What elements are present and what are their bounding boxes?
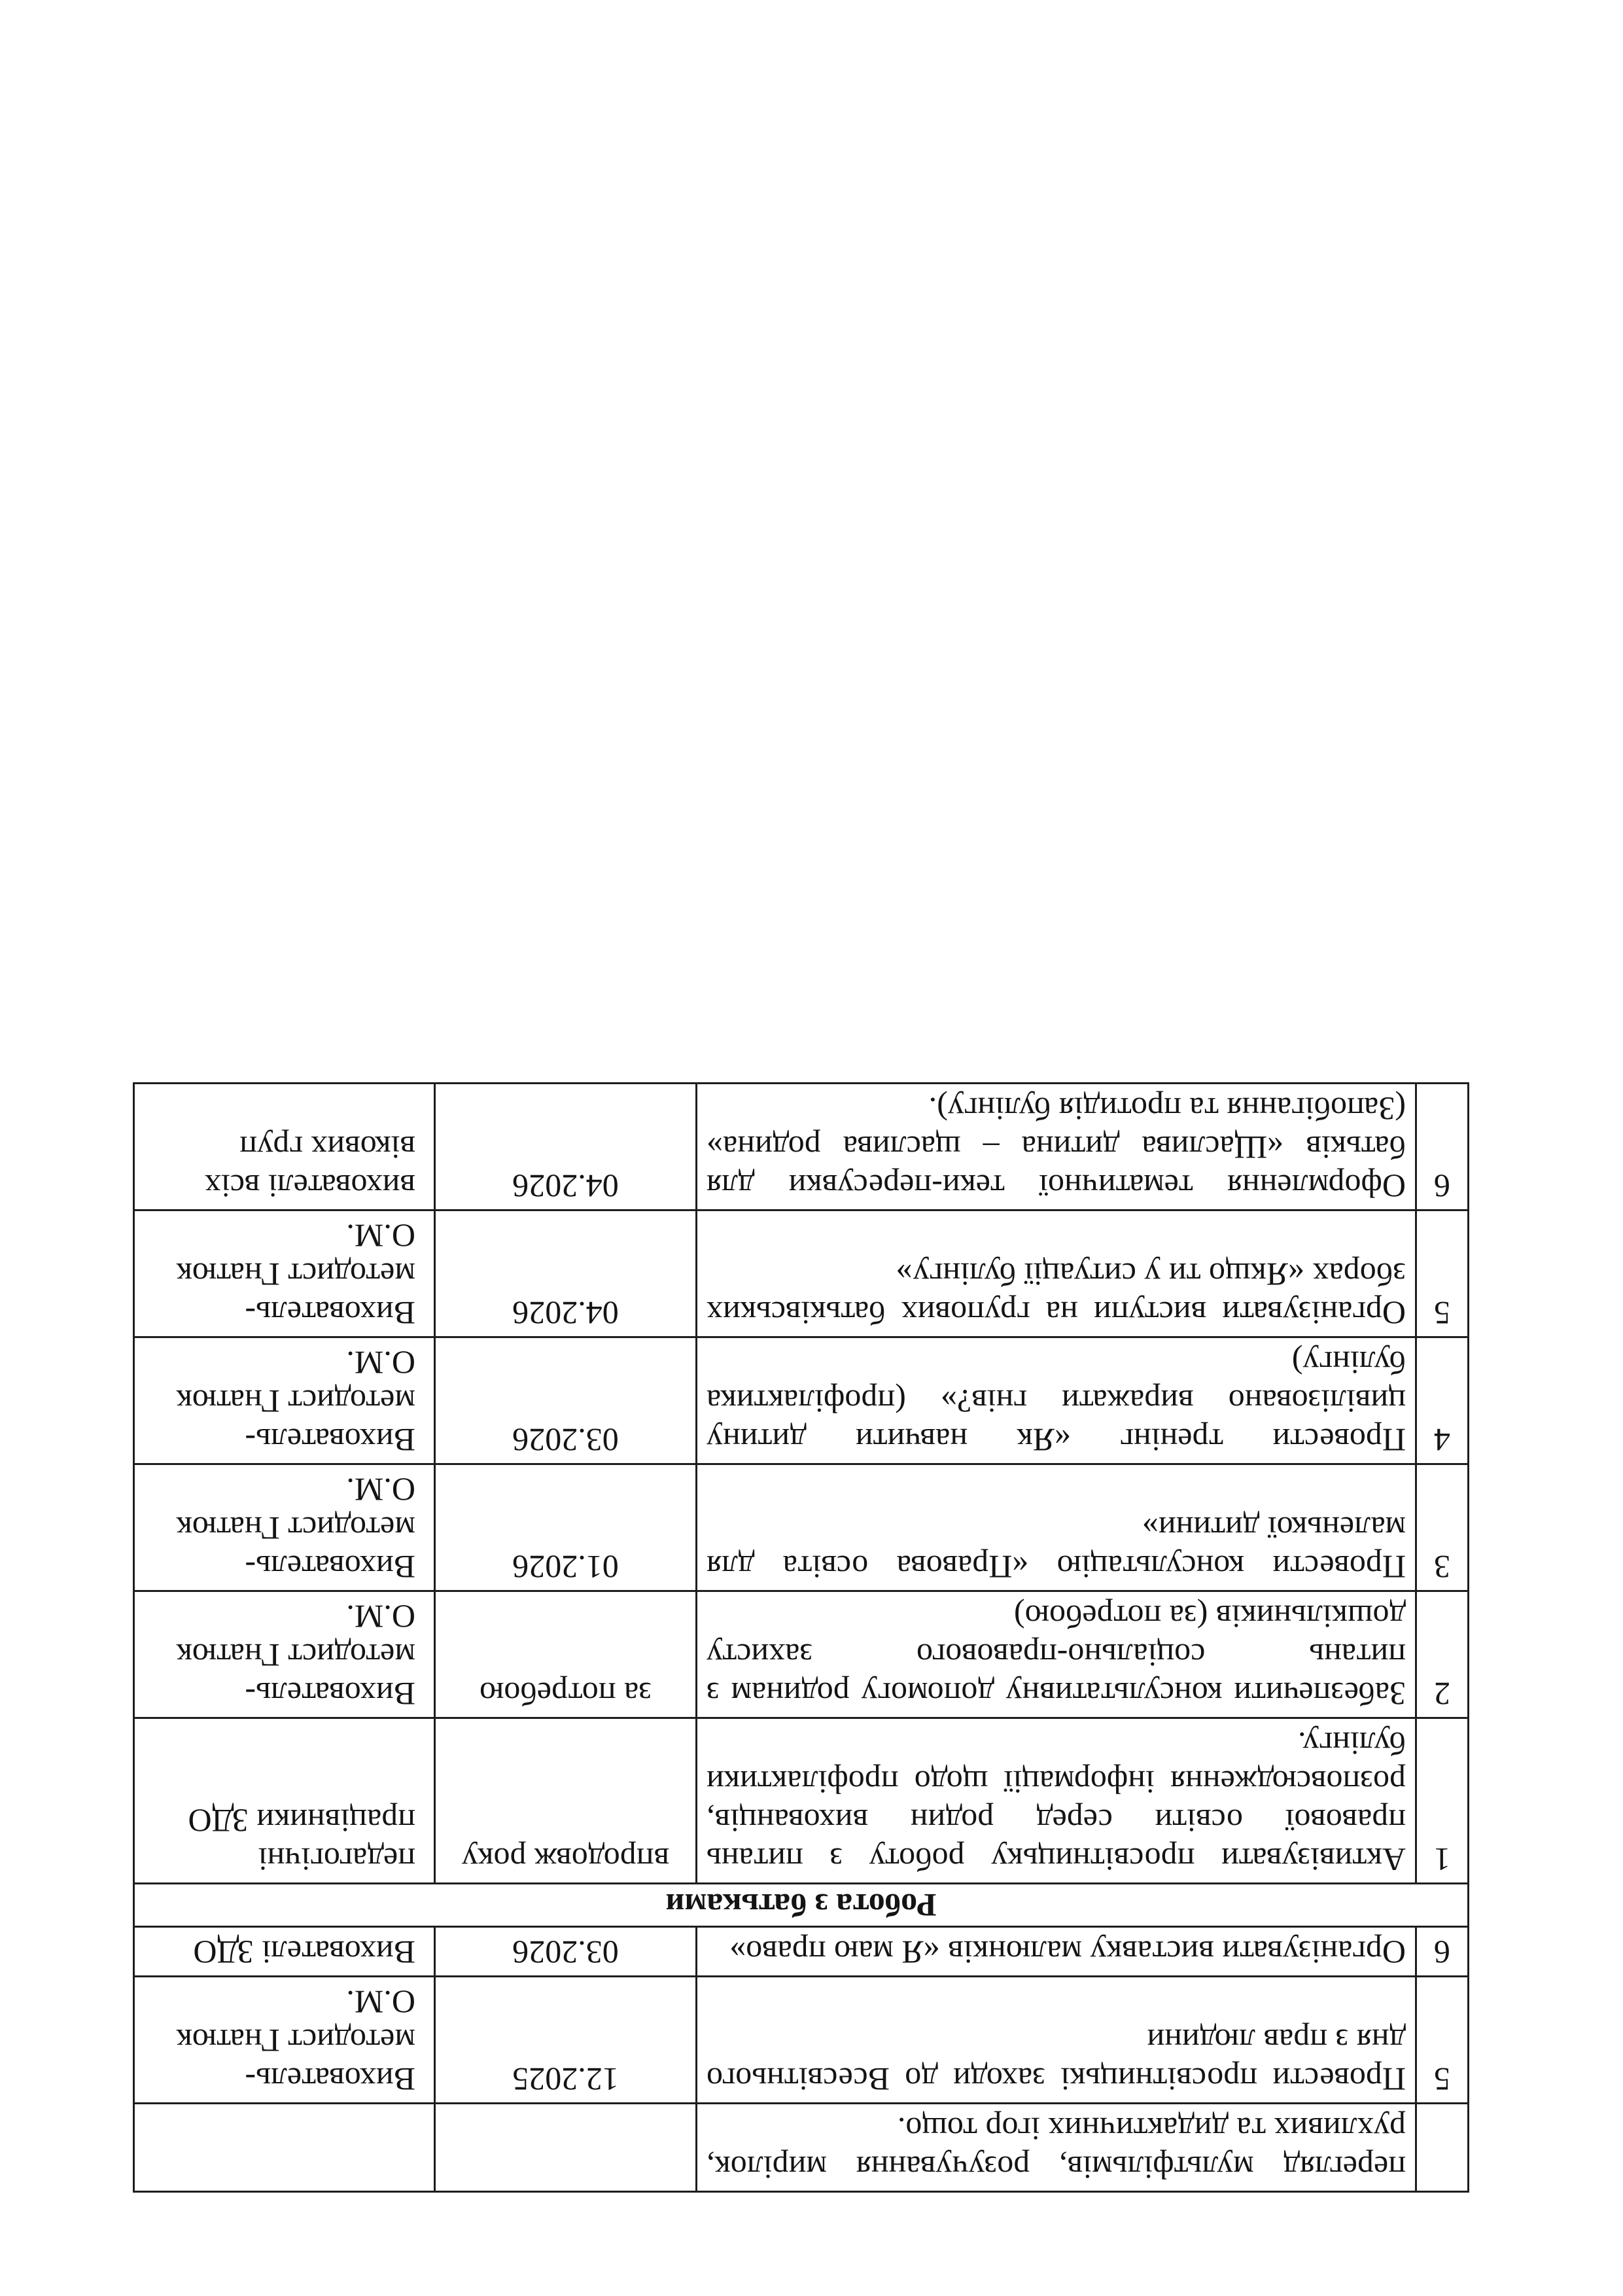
section-title: Робота з батьками — [134, 1884, 1469, 1927]
row-number: 5 — [1416, 1210, 1469, 1337]
task-cell: Оформлення тематичної теки-пересувки для батьків «Щаслива дитина – щаслива родина» (Запобігання та протидія булінгу). — [697, 1084, 1416, 1210]
task-cell: Активізувати просвітницьку роботу з питань правової освіти серед родин вихованців, розповсюдження інформації щодо профілактики булінгу. — [697, 1718, 1416, 1884]
table-row — [134, 1337, 1469, 1464]
row-number: 2 — [1416, 1591, 1469, 1718]
task-cell: Провести просвітницькі заходи до Всесвітнього дня з прав людини — [697, 1977, 1416, 2104]
table-body-top — [134, 1084, 1469, 2192]
table-row — [134, 1464, 1469, 1591]
row-number: 5 — [1416, 1977, 1469, 2104]
table-row — [134, 1210, 1469, 1337]
term-cell: 03.2026 — [435, 1337, 697, 1464]
responsible-cell — [134, 2104, 435, 2192]
term-cell: 01.2026 — [435, 1464, 697, 1591]
table-row — [134, 1718, 1469, 1884]
responsible-cell: Вихователь-методист Гнатюк О.М. — [134, 1464, 435, 1591]
task-cell: Провести тренінг «Як навчити дитину цивілізовано виражати гнів?» (профілактика булінгу) — [697, 1337, 1416, 1464]
responsible-cell: вихователі всіх вікових груп — [134, 1084, 435, 1210]
term-cell: за потребою — [435, 1591, 697, 1718]
plan-table — [133, 1082, 1469, 2193]
responsible-cell: Вихователь-методист Гнатюк О.М. — [134, 1591, 435, 1718]
responsible-cell: Вихователі ЗДО — [134, 1927, 435, 1977]
row-number: 4 — [1416, 1337, 1469, 1464]
term-cell — [435, 2104, 697, 2192]
section-row — [134, 1884, 1469, 1927]
task-cell: перегляд мультфільмів, розучування мирілок, рухливих та дидактичних ігор тощо. — [697, 2104, 1416, 2192]
row-number: 1 — [1416, 1718, 1469, 1884]
row-number — [1416, 2104, 1469, 2192]
row-number: 6 — [1416, 1927, 1469, 1977]
row-number: 3 — [1416, 1464, 1469, 1591]
term-cell: 03.2026 — [435, 1927, 697, 1977]
task-cell: Організувати виступи на групових батьківських зборах «Якщо ти у ситуації булінгу» — [697, 1210, 1416, 1337]
term-cell: 04.2026 — [435, 1084, 697, 1210]
term-cell: 04.2026 — [435, 1210, 697, 1337]
responsible-cell: Вихователь-методист Гнатюк О.М. — [134, 1977, 435, 2104]
table-row — [134, 1927, 1469, 1977]
table-row — [134, 2104, 1469, 2192]
row-number: 6 — [1416, 1084, 1469, 1210]
task-cell: Організувати виставку малюнків «Я маю право» — [697, 1927, 1416, 1977]
table-row — [134, 1084, 1469, 1210]
responsible-cell: Вихователь-методист Гнатюк О.М. — [134, 1337, 435, 1464]
responsible-cell: педагогічні працівники ЗДО — [134, 1718, 435, 1884]
task-cell: Забезпечити консультативну допомогу родинам з питань соціально-правового захисту дошкільників (за потребою) — [697, 1591, 1416, 1718]
term-cell: 12.2025 — [435, 1977, 697, 2104]
term-cell: впродовж року — [435, 1718, 697, 1884]
responsible-cell: Вихователь-методист Гнатюк О.М. — [134, 1210, 435, 1337]
table-row — [134, 1591, 1469, 1718]
task-cell: Провести консультацію «Правова освіта для маленької дитини» — [697, 1464, 1416, 1591]
table-row — [134, 1977, 1469, 2104]
